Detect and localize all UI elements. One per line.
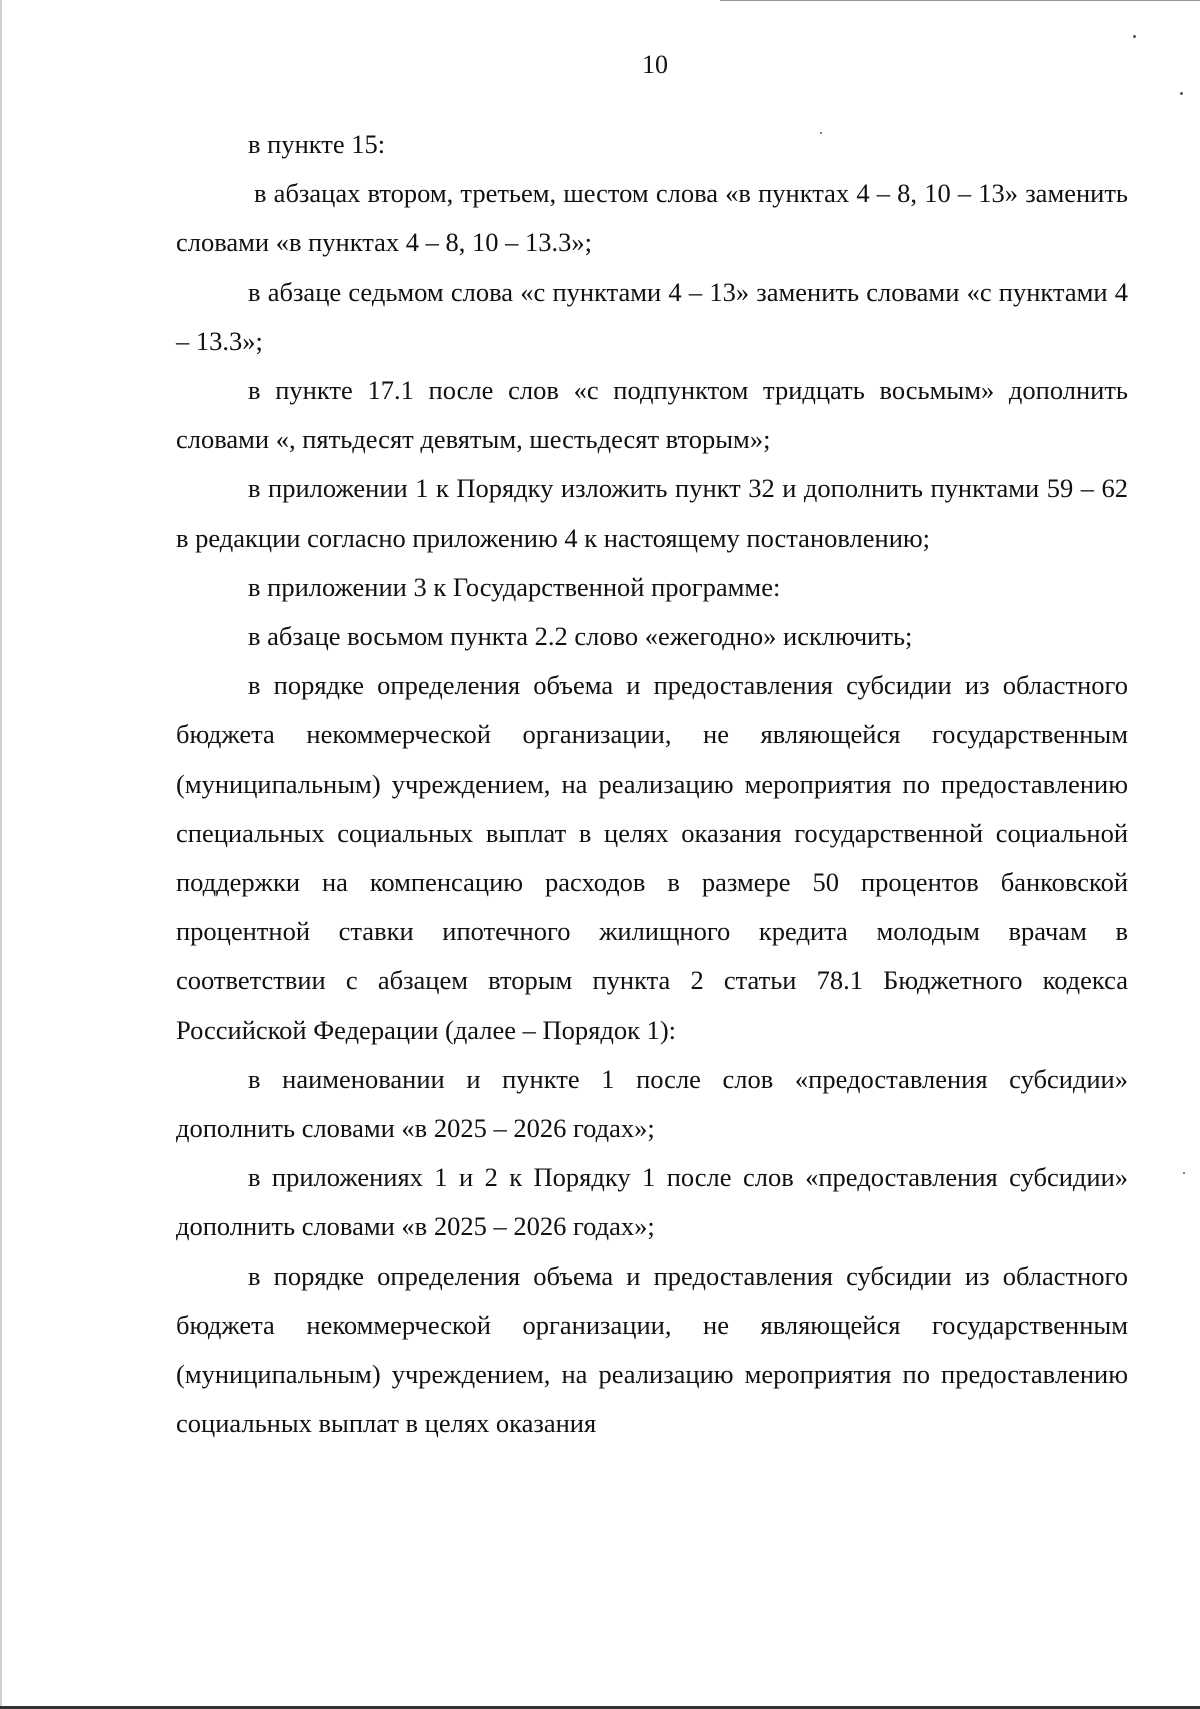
paragraph-point-15: в пункте 15: bbox=[248, 129, 386, 159]
scan-speck bbox=[1180, 92, 1183, 95]
paragraph-point-17-1: в пункте 17.1 после слов «с подпунктом тридцать восьмым» дополнить словами «, пятьдесят девятым, шестьдесят вторым»; bbox=[176, 375, 1128, 455]
paragraph-title-and-point-1: в наименовании и пункте 1 после слов «предоставления субсидии» дополнить словами «в 2025 – 2026 годах»; bbox=[176, 1063, 1128, 1144]
paragraph-procedure-2: в порядке определения объема и предоставления субсидии из областного бюджета некоммерческой организации, не являющейся государственным (муниципальным) учреждением, на реализацию мероприятия по предоставлению социальных выплат в целях оказания bbox=[176, 1260, 1128, 1439]
scan-top-edge bbox=[720, 0, 1200, 1]
paragraph-point-2-2: в абзаце восьмом пункта 2.2 слово «ежегодно» исключить; bbox=[248, 621, 913, 652]
paragraph-procedure-1: в порядке определения объема и предоставления субсидии из областного бюджета некоммерческой организации, не являющейся государственным (муниципальным) учреждением, на реализацию мероприятия по предоставлению специальных социальных выплат в целях оказания государственной социальной поддержки на компенсацию расходов в размере 50 процентов банковской процентной ставки ипотечного жилищного кредита молодым врачам в соответствии с абзацем вторым пункта 2 статьи 78.1 Бюджетного кодекса Российской Федерации (далее – Порядок 1): bbox=[176, 670, 1128, 1045]
scan-speck bbox=[820, 132, 822, 134]
scan-speck bbox=[1133, 35, 1136, 38]
page-number: 10 bbox=[642, 50, 668, 79]
scan-left-edge bbox=[0, 0, 2, 1709]
document-body bbox=[176, 120, 1128, 1448]
scan-speck bbox=[1183, 1172, 1185, 1174]
paragraph-seventh-indent: в абзаце седьмом слова «с пунктами 4 – 13» заменить словами «с пунктами 4 – 13.3»; bbox=[176, 276, 1128, 356]
paragraph-appendices-1-2: в приложениях 1 и 2 к Порядку 1 после слов «предоставления субсидии» дополнить словами «в 2025 – 2026 годах»; bbox=[176, 1162, 1128, 1242]
paragraph-appendix-3: в приложении 3 к Государственной программе: bbox=[248, 571, 781, 602]
paragraph-replace-points-4-13: в абзацах втором, третьем, шестом слова «в пунктах 4 – 8, 10 – 13» заменить словами «в пунктах 4 – 8, 10 – 13.3»; bbox=[176, 178, 1128, 258]
paragraph-appendix-1: в приложении 1 к Порядку изложить пункт 32 и дополнить пунктами 59 – 62 в редакции согласно приложению 4 к настоящему постановлению; bbox=[176, 473, 1128, 553]
